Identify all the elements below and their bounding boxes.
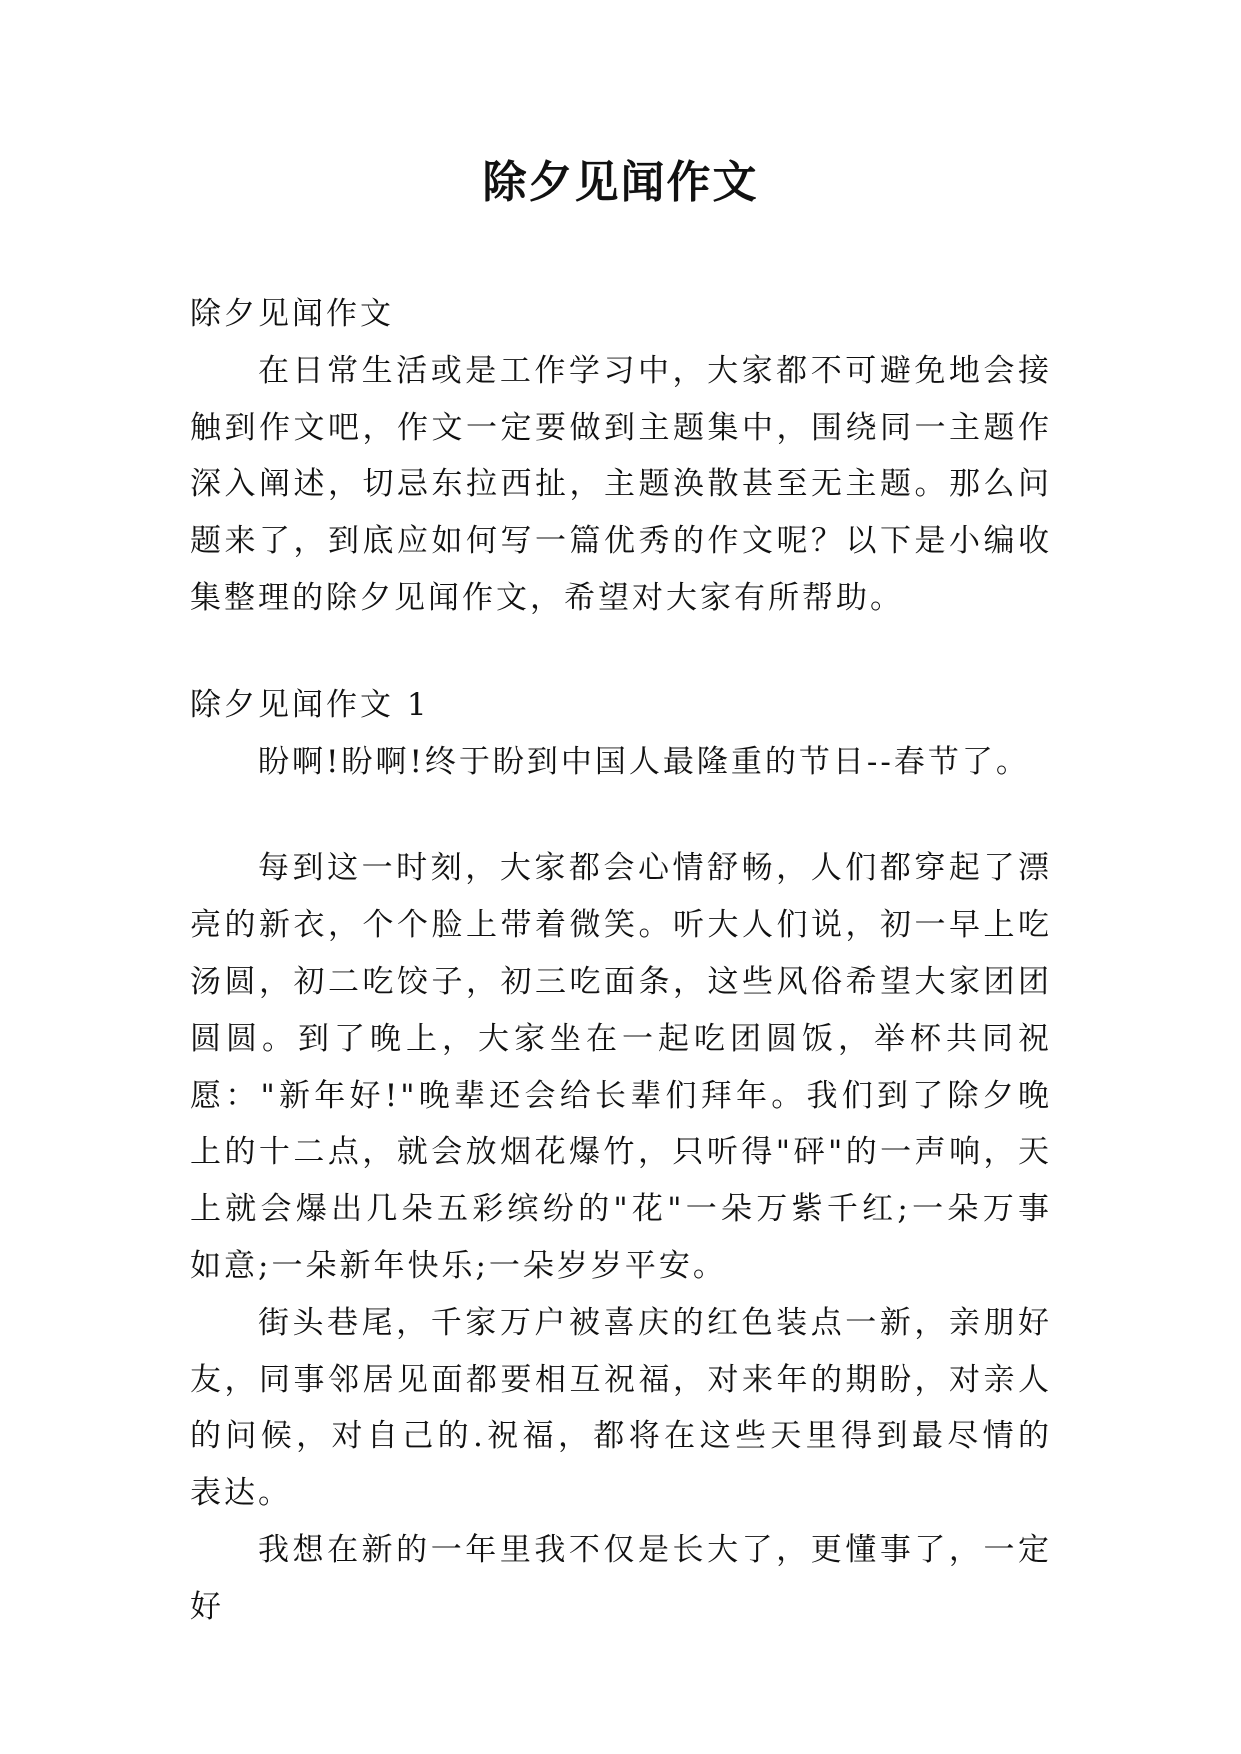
document-body: [190, 286, 1052, 1636]
essay-paragraph-2: 每到这一时刻，大家都会心情舒畅，人们都穿起了漂亮的新衣，个个脸上带着微笑。听大人们说，初一早上吃汤圆，初二吃饺子，初三吃面条，这些风俗希望大家团团圆圆。到了晚上，大家坐在一起吃团圆饭，举杯共同祝愿："新年好!"晚辈还会给长辈们拜年。我们到了除夕晚上的十二点，就会放烟花爆竹，只听得"砰"的一声响，天上就会爆出几朵五彩缤纷的"花"一朵万紫千红;一朵万事如意;一朵新年快乐;一朵岁岁平安。: [190, 850, 1052, 1284]
intro-paragraph: 在日常生活或是工作学习中，大家都不可避免地会接触到作文吧，作文一定要做到主题集中，围绕同一主题作深入阐述，切忌东拉西扯，主题涣散甚至无主题。那么问题来了，到底应如何写一篇优秀的作文呢？以下是小编收集整理的除夕见闻作文，希望对大家有所帮助。: [190, 352, 1052, 616]
paragraph-spacer: [190, 627, 1052, 677]
section-heading-intro: 除夕见闻作文: [190, 296, 394, 332]
section-heading-essay-1: 除夕见闻作文 1: [190, 686, 430, 723]
essay-paragraph-3: 街头巷尾，千家万户被喜庆的红色装点一新，亲朋好友，同事邻居见面都要相互祝福，对来年的期盼，对亲人的问候，对自己的.祝福，都将在这些天里得到最尽情的表达。: [190, 1304, 1052, 1512]
essay-paragraph-4: 我想在新的一年里我不仅是长大了，更懂事了，一定好: [190, 1531, 1052, 1625]
document-title: 除夕见闻作文: [482, 157, 759, 208]
essay-paragraph-1: 盼啊!盼啊!终于盼到中国人最隆重的节日--春节了。: [258, 743, 1030, 780]
paragraph-spacer: [190, 790, 1052, 840]
